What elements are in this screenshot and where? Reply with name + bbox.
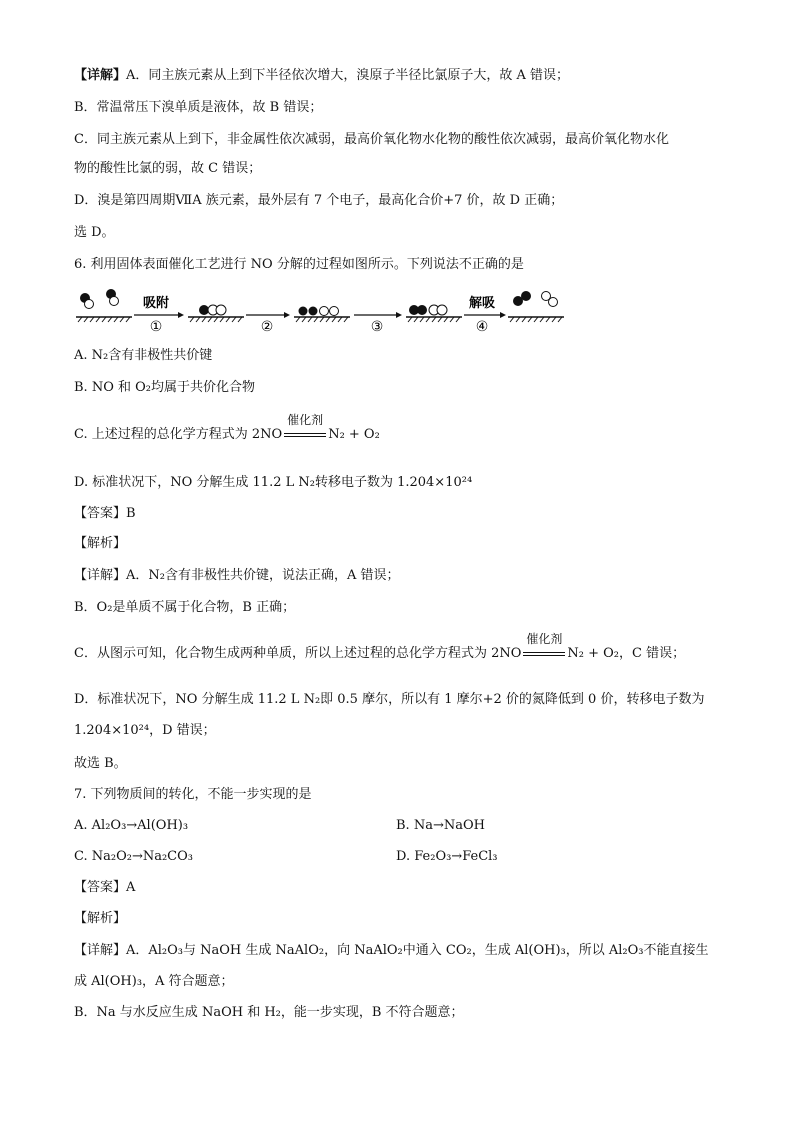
q6-analysis-line-2: B．O₂是单质不属于化合物，B 正确； [74,600,296,615]
q6-option-d: D. 标准状况下，NO 分解生成 11.2 L N₂转移电子数为 1.204×10²⁴ [74,475,473,490]
q7-option-c: C. Na₂O₂→Na₂CO₃ [74,849,193,864]
detail-line-1: 【详解】A．同主族元素从上到下半径依次增大，溴原子半径比氯原子大，故 A 错误； [74,68,570,83]
arrow-step-3 [354,312,402,335]
q6-analysis-line-5: 1.204×10²⁴，D 错误； [74,723,216,738]
q7-option-a: A. Al₂O₃→Al(OH)₃ [74,818,189,833]
q6-analysis-line-1: 【详解】A．N₂含有非极性共价键，说法正确，A 错误； [74,568,400,583]
arrow-step-4 [464,295,506,335]
catalyst-equation-mark [284,413,326,444]
detail-line-5: D．溴是第四周期ⅦA 族元素，最外层有 7 个电子，最高化合价+7 价，故 D 正确； [74,193,564,208]
question-7-stem: 7. 下列物质间的转化，不能一步实现的是 [74,787,312,802]
step-4-label: 解吸 [468,296,496,311]
detail-tag: 【详解】 [74,68,127,83]
arrow-step-1 [134,295,184,335]
surface-3 [294,307,350,323]
detail-line-2: B．常温常压下溴单质是液体，故 B 错误； [74,100,323,115]
step-3-number: ③ [370,319,384,335]
detail-line-6: 选 D。 [74,225,115,240]
q7-analysis-line-2: 成 Al(OH)₃，A 符合题意； [74,974,234,989]
q6-analysis-line-6: 故选 B。 [74,756,127,771]
q6-option-c: C. 上述过程的总化学方程式为 2NO 催化剂 N₂ + O₂ [74,413,380,442]
surface-1 [76,289,132,322]
q6-analysis-line-4: D．标准状况下，NO 分解生成 11.2 L N₂即 0.5 摩尔，所以有 1 摩尔+2 价的氮降低到 0 价，转移电子数为 [74,692,705,707]
question-6-stem: 6. 利用固体表面催化工艺进行 NO 分解的过程如图所示。下列说法不正确的是 [74,257,524,272]
arrow-step-2 [246,312,290,335]
q6-analysis-heading: 【解析】 [74,536,127,551]
q7-option-d: D. Fe₂O₃→FeCl₃ [396,849,498,864]
q7-analysis-heading: 【解析】 [74,911,127,926]
q6-analysis-line-3: C．从图示可知，化合物生成两种单质，所以上述过程的总化学方程式为 2NO 催化剂 N₂ + O₂，C 错误； [74,632,686,661]
q6-option-a: A. N₂含有非极性共价键 [74,348,213,363]
detail-line-4: 物的酸性比氯的弱，故 C 错误； [74,161,262,176]
detail-line-3: C．同主族元素从上到下，非金属性依次减弱，最高价氧化物水化物的酸性依次减弱，最高价氧化物水化 [74,132,669,147]
q7-answer: 【答案】A [74,880,136,895]
q7-option-b: B. Na→NaOH [396,818,485,833]
step-1-label: 吸附 [142,296,170,311]
catalyst-label-2: 催化剂 [526,632,563,646]
step-4-number: ④ [475,319,489,335]
q7-analysis-line-1: 【详解】A．Al₂O₃与 NaOH 生成 NaAlO₂，向 NaAlO₂中通入 CO₂，生成 Al(OH)₃，所以 Al₂O₃不能直接生 [74,943,709,958]
surface-2 [188,305,244,322]
surface-4 [406,305,462,322]
step-1-number: ① [149,319,163,335]
q6-option-b: B. NO 和 O₂均属于共价化合物 [74,380,255,395]
catalyst-equation-mark-2 [523,632,565,663]
q6-answer: 【答案】B [74,506,136,521]
q7-analysis-line-3: B．Na 与水反应生成 NaOH 和 H₂，能一步实现，B 不符合题意； [74,1005,464,1020]
surface-5 [508,291,564,322]
step-2-number: ② [260,319,274,335]
no-decomposition-diagram [72,282,572,342]
catalyst-label: 催化剂 [287,413,324,427]
